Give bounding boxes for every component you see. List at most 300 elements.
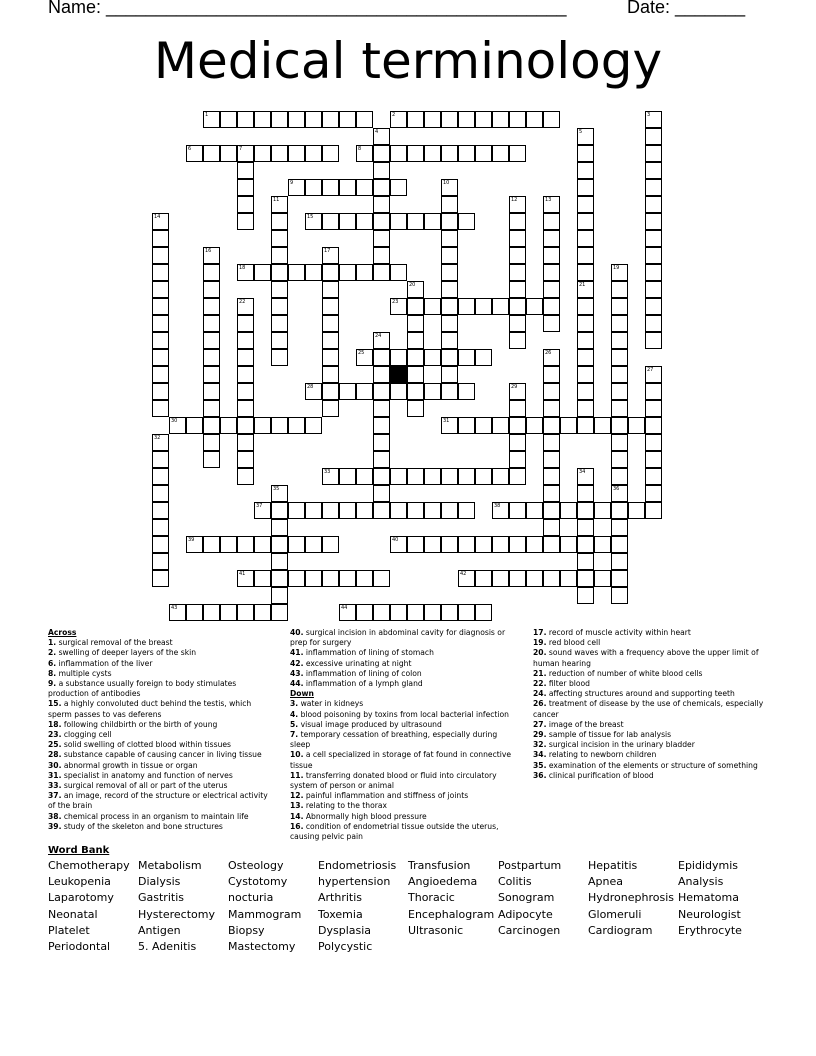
grid-cell[interactable] [509,383,526,400]
grid-cell[interactable] [373,502,390,519]
grid-cell[interactable] [577,349,594,366]
grid-cell[interactable] [645,485,662,502]
grid-cell[interactable] [373,604,390,621]
grid-cell[interactable] [237,604,254,621]
grid-cell[interactable] [611,570,628,587]
grid-cell[interactable] [305,417,322,434]
grid-cell[interactable] [356,213,373,230]
grid-cell[interactable] [611,264,628,281]
grid-cell[interactable] [441,111,458,128]
grid-cell[interactable] [441,281,458,298]
grid-cell[interactable] [407,111,424,128]
grid-cell[interactable] [271,281,288,298]
grid-cell[interactable] [509,451,526,468]
grid-cell[interactable] [339,570,356,587]
grid-cell[interactable] [577,519,594,536]
grid-cell[interactable] [220,145,237,162]
grid-cell[interactable] [254,264,271,281]
grid-cell[interactable] [322,366,339,383]
grid-cell[interactable] [237,298,254,315]
grid-cell[interactable] [475,349,492,366]
grid-cell[interactable] [288,264,305,281]
grid-cell[interactable] [390,213,407,230]
grid-cell[interactable] [543,230,560,247]
grid-cell[interactable] [356,264,373,281]
grid-cell[interactable] [645,417,662,434]
grid-cell[interactable] [441,298,458,315]
grid-cell[interactable] [322,502,339,519]
grid-cell[interactable] [458,570,475,587]
grid-cell[interactable] [611,485,628,502]
grid-cell[interactable] [577,298,594,315]
grid-cell[interactable] [339,502,356,519]
grid-cell[interactable] [441,502,458,519]
grid-cell[interactable] [356,502,373,519]
grid-cell[interactable] [577,570,594,587]
grid-cell[interactable] [543,315,560,332]
grid-cell[interactable] [577,281,594,298]
grid-cell[interactable] [152,264,169,281]
grid-cell[interactable] [577,485,594,502]
grid-cell[interactable] [441,247,458,264]
grid-cell[interactable] [509,434,526,451]
grid-cell[interactable] [322,179,339,196]
grid-cell[interactable] [543,400,560,417]
grid-cell[interactable] [441,604,458,621]
grid-cell[interactable] [271,111,288,128]
grid-cell[interactable] [509,570,526,587]
grid-cell[interactable] [577,128,594,145]
grid-cell[interactable] [509,145,526,162]
grid-cell[interactable] [339,468,356,485]
grid-cell[interactable] [509,468,526,485]
grid-cell[interactable] [271,604,288,621]
grid-cell[interactable] [322,298,339,315]
grid-cell[interactable] [237,315,254,332]
grid-cell[interactable] [543,502,560,519]
grid-cell[interactable] [424,298,441,315]
grid-cell[interactable] [543,570,560,587]
grid-cell[interactable] [492,111,509,128]
grid-cell[interactable] [424,213,441,230]
grid-cell[interactable] [577,553,594,570]
grid-cell[interactable] [237,468,254,485]
grid-cell[interactable] [203,451,220,468]
grid-cell[interactable] [611,434,628,451]
grid-cell[interactable] [271,502,288,519]
grid-cell[interactable] [373,468,390,485]
grid-cell[interactable] [407,366,424,383]
grid-cell[interactable] [271,332,288,349]
grid-cell[interactable] [560,502,577,519]
grid-cell[interactable] [390,298,407,315]
grid-cell[interactable] [305,213,322,230]
grid-cell[interactable] [271,298,288,315]
grid-cell[interactable] [458,111,475,128]
grid-cell[interactable] [611,298,628,315]
grid-cell[interactable] [254,145,271,162]
grid-cell[interactable] [203,400,220,417]
grid-cell[interactable] [390,349,407,366]
grid-cell[interactable] [441,179,458,196]
grid-cell[interactable] [169,417,186,434]
grid-cell[interactable] [543,111,560,128]
grid-cell[interactable] [611,536,628,553]
grid-cell[interactable] [373,570,390,587]
grid-cell[interactable] [288,502,305,519]
grid-cell[interactable] [203,145,220,162]
grid-cell[interactable] [407,502,424,519]
grid-cell[interactable] [322,332,339,349]
grid-cell[interactable] [526,570,543,587]
grid-cell[interactable] [441,366,458,383]
grid-cell[interactable] [169,604,186,621]
grid-cell[interactable] [407,468,424,485]
grid-cell[interactable] [305,179,322,196]
grid-cell[interactable] [288,111,305,128]
grid-cell[interactable] [441,417,458,434]
grid-cell[interactable] [577,417,594,434]
grid-cell[interactable] [373,417,390,434]
grid-cell[interactable] [373,162,390,179]
grid-cell[interactable] [509,196,526,213]
grid-cell[interactable] [356,570,373,587]
grid-cell[interactable] [254,570,271,587]
grid-cell[interactable] [611,281,628,298]
grid-cell[interactable] [475,417,492,434]
grid-cell[interactable] [322,468,339,485]
grid-cell[interactable] [288,145,305,162]
grid-cell[interactable] [645,383,662,400]
grid-cell[interactable] [577,196,594,213]
grid-cell[interactable] [577,383,594,400]
grid-cell[interactable] [237,213,254,230]
grid-cell[interactable] [407,383,424,400]
grid-cell[interactable] [509,247,526,264]
grid-cell[interactable] [322,383,339,400]
grid-cell[interactable] [543,213,560,230]
grid-cell[interactable] [271,553,288,570]
grid-cell[interactable] [645,281,662,298]
grid-cell[interactable] [458,417,475,434]
grid-cell[interactable] [254,604,271,621]
grid-cell[interactable] [492,417,509,434]
grid-cell[interactable] [577,230,594,247]
grid-cell[interactable] [203,298,220,315]
grid-cell[interactable] [645,315,662,332]
grid-cell[interactable] [645,213,662,230]
grid-cell[interactable] [526,502,543,519]
grid-cell[interactable] [203,434,220,451]
grid-cell[interactable] [152,230,169,247]
grid-cell[interactable] [543,434,560,451]
grid-cell[interactable] [152,332,169,349]
grid-cell[interactable] [220,111,237,128]
grid-cell[interactable] [203,264,220,281]
grid-cell[interactable] [458,502,475,519]
grid-cell[interactable] [543,281,560,298]
grid-cell[interactable] [322,400,339,417]
grid-cell[interactable] [509,315,526,332]
grid-cell[interactable] [254,111,271,128]
grid-cell[interactable] [543,451,560,468]
grid-cell[interactable] [237,400,254,417]
grid-cell[interactable] [339,179,356,196]
grid-cell[interactable] [543,349,560,366]
grid-cell[interactable] [152,485,169,502]
grid-cell[interactable] [271,145,288,162]
grid-cell[interactable] [424,502,441,519]
grid-cell[interactable] [203,536,220,553]
grid-cell[interactable] [611,366,628,383]
grid-cell[interactable] [373,128,390,145]
grid-cell[interactable] [611,417,628,434]
grid-cell[interactable] [237,111,254,128]
grid-cell[interactable] [339,604,356,621]
grid-cell[interactable] [237,451,254,468]
grid-cell[interactable] [645,451,662,468]
grid-cell[interactable] [526,417,543,434]
grid-cell[interactable] [373,179,390,196]
grid-cell[interactable] [509,298,526,315]
grid-cell[interactable] [237,349,254,366]
grid-cell[interactable] [424,111,441,128]
grid-cell[interactable] [560,570,577,587]
grid-cell[interactable] [373,247,390,264]
grid-cell[interactable] [373,264,390,281]
grid-cell[interactable] [390,264,407,281]
grid-cell[interactable] [424,349,441,366]
grid-cell[interactable] [186,417,203,434]
grid-cell[interactable] [492,468,509,485]
grid-cell[interactable] [577,332,594,349]
grid-cell[interactable] [560,417,577,434]
grid-cell[interactable] [356,604,373,621]
grid-cell[interactable] [237,366,254,383]
grid-cell[interactable] [611,315,628,332]
grid-cell[interactable] [458,383,475,400]
grid-cell[interactable] [152,298,169,315]
grid-cell[interactable] [543,264,560,281]
grid-cell[interactable] [152,502,169,519]
grid-cell[interactable] [373,230,390,247]
grid-cell[interactable] [356,468,373,485]
grid-cell[interactable] [390,536,407,553]
grid-cell[interactable] [645,145,662,162]
grid-cell[interactable] [424,383,441,400]
grid-cell[interactable] [390,604,407,621]
grid-cell[interactable] [271,519,288,536]
grid-cell[interactable] [543,298,560,315]
grid-cell[interactable] [271,485,288,502]
grid-cell[interactable] [373,213,390,230]
grid-cell[interactable] [271,230,288,247]
grid-cell[interactable] [407,315,424,332]
grid-cell[interactable] [560,536,577,553]
grid-cell[interactable] [492,536,509,553]
grid-cell[interactable] [271,264,288,281]
grid-cell[interactable] [577,366,594,383]
grid-cell[interactable] [288,417,305,434]
grid-cell[interactable] [322,281,339,298]
grid-cell[interactable] [441,213,458,230]
grid-cell[interactable] [203,417,220,434]
grid-cell[interactable] [152,247,169,264]
grid-cell[interactable] [543,417,560,434]
grid-cell[interactable] [305,536,322,553]
grid-cell[interactable] [526,111,543,128]
grid-cell[interactable] [373,196,390,213]
grid-cell[interactable] [237,145,254,162]
grid-cell[interactable] [373,451,390,468]
grid-cell[interactable] [441,468,458,485]
grid-cell[interactable] [203,281,220,298]
grid-cell[interactable] [186,145,203,162]
grid-cell[interactable] [645,230,662,247]
grid-cell[interactable] [237,332,254,349]
grid-cell[interactable] [509,281,526,298]
grid-cell[interactable] [458,145,475,162]
grid-cell[interactable] [458,536,475,553]
grid-cell[interactable] [509,213,526,230]
grid-cell[interactable] [339,213,356,230]
grid-cell[interactable] [424,604,441,621]
grid-cell[interactable] [628,417,645,434]
grid-cell[interactable] [611,400,628,417]
grid-cell[interactable] [152,519,169,536]
grid-cell[interactable] [509,400,526,417]
grid-cell[interactable] [645,400,662,417]
grid-cell[interactable] [645,366,662,383]
grid-cell[interactable] [152,315,169,332]
grid-cell[interactable] [492,145,509,162]
grid-cell[interactable] [254,502,271,519]
grid-cell[interactable] [594,570,611,587]
grid-cell[interactable] [441,349,458,366]
grid-cell[interactable] [390,502,407,519]
grid-cell[interactable] [441,230,458,247]
grid-cell[interactable] [543,366,560,383]
grid-cell[interactable] [594,502,611,519]
grid-cell[interactable] [220,604,237,621]
grid-cell[interactable] [373,332,390,349]
grid-cell[interactable] [220,536,237,553]
grid-cell[interactable] [441,145,458,162]
grid-cell[interactable] [458,468,475,485]
grid-cell[interactable] [407,281,424,298]
grid-cell[interactable] [424,468,441,485]
grid-cell[interactable] [475,298,492,315]
grid-cell[interactable] [475,570,492,587]
grid-cell[interactable] [441,536,458,553]
grid-cell[interactable] [611,519,628,536]
grid-cell[interactable] [509,264,526,281]
grid-cell[interactable] [645,247,662,264]
grid-cell[interactable] [407,604,424,621]
grid-cell[interactable] [458,604,475,621]
grid-cell[interactable] [577,145,594,162]
grid-cell[interactable] [288,570,305,587]
grid-cell[interactable] [526,298,543,315]
grid-cell[interactable] [543,247,560,264]
grid-cell[interactable] [322,264,339,281]
grid-cell[interactable] [271,213,288,230]
grid-cell[interactable] [373,366,390,383]
grid-cell[interactable] [407,536,424,553]
grid-cell[interactable] [203,383,220,400]
grid-cell[interactable] [322,315,339,332]
grid-cell[interactable] [407,349,424,366]
grid-cell[interactable] [322,536,339,553]
grid-cell[interactable] [339,383,356,400]
grid-cell[interactable] [492,502,509,519]
grid-cell[interactable] [407,400,424,417]
grid-cell[interactable] [356,145,373,162]
grid-cell[interactable] [305,145,322,162]
grid-cell[interactable] [254,536,271,553]
grid-cell[interactable] [288,179,305,196]
grid-cell[interactable] [237,417,254,434]
grid-cell[interactable] [390,383,407,400]
grid-cell[interactable] [577,315,594,332]
grid-cell[interactable] [152,213,169,230]
grid-cell[interactable] [271,349,288,366]
grid-cell[interactable] [577,162,594,179]
grid-cell[interactable] [203,332,220,349]
grid-cell[interactable] [645,298,662,315]
grid-cell[interactable] [611,332,628,349]
grid-cell[interactable] [356,383,373,400]
grid-cell[interactable] [611,553,628,570]
grid-cell[interactable] [458,298,475,315]
grid-cell[interactable] [577,587,594,604]
grid-cell[interactable] [203,247,220,264]
grid-cell[interactable] [577,264,594,281]
grid-cell[interactable] [407,332,424,349]
grid-cell[interactable] [424,145,441,162]
grid-cell[interactable] [237,383,254,400]
grid-cell[interactable] [271,570,288,587]
grid-cell[interactable] [475,111,492,128]
grid-cell[interactable] [237,162,254,179]
grid-cell[interactable] [441,264,458,281]
grid-cell[interactable] [237,536,254,553]
grid-cell[interactable] [373,145,390,162]
grid-cell[interactable] [492,570,509,587]
grid-cell[interactable] [509,417,526,434]
grid-cell[interactable] [271,196,288,213]
grid-cell[interactable] [373,400,390,417]
grid-cell[interactable] [186,536,203,553]
grid-cell[interactable] [645,264,662,281]
grid-cell[interactable] [152,281,169,298]
grid-cell[interactable] [322,349,339,366]
grid-cell[interactable] [441,332,458,349]
grid-cell[interactable] [475,604,492,621]
grid-cell[interactable] [237,434,254,451]
grid-cell[interactable] [441,196,458,213]
grid-cell[interactable] [373,349,390,366]
grid-cell[interactable] [186,604,203,621]
grid-cell[interactable] [203,315,220,332]
grid-cell[interactable] [271,315,288,332]
grid-cell[interactable] [305,111,322,128]
grid-cell[interactable] [271,417,288,434]
grid-cell[interactable] [441,315,458,332]
grid-cell[interactable] [271,536,288,553]
grid-cell[interactable] [356,349,373,366]
grid-cell[interactable] [645,179,662,196]
